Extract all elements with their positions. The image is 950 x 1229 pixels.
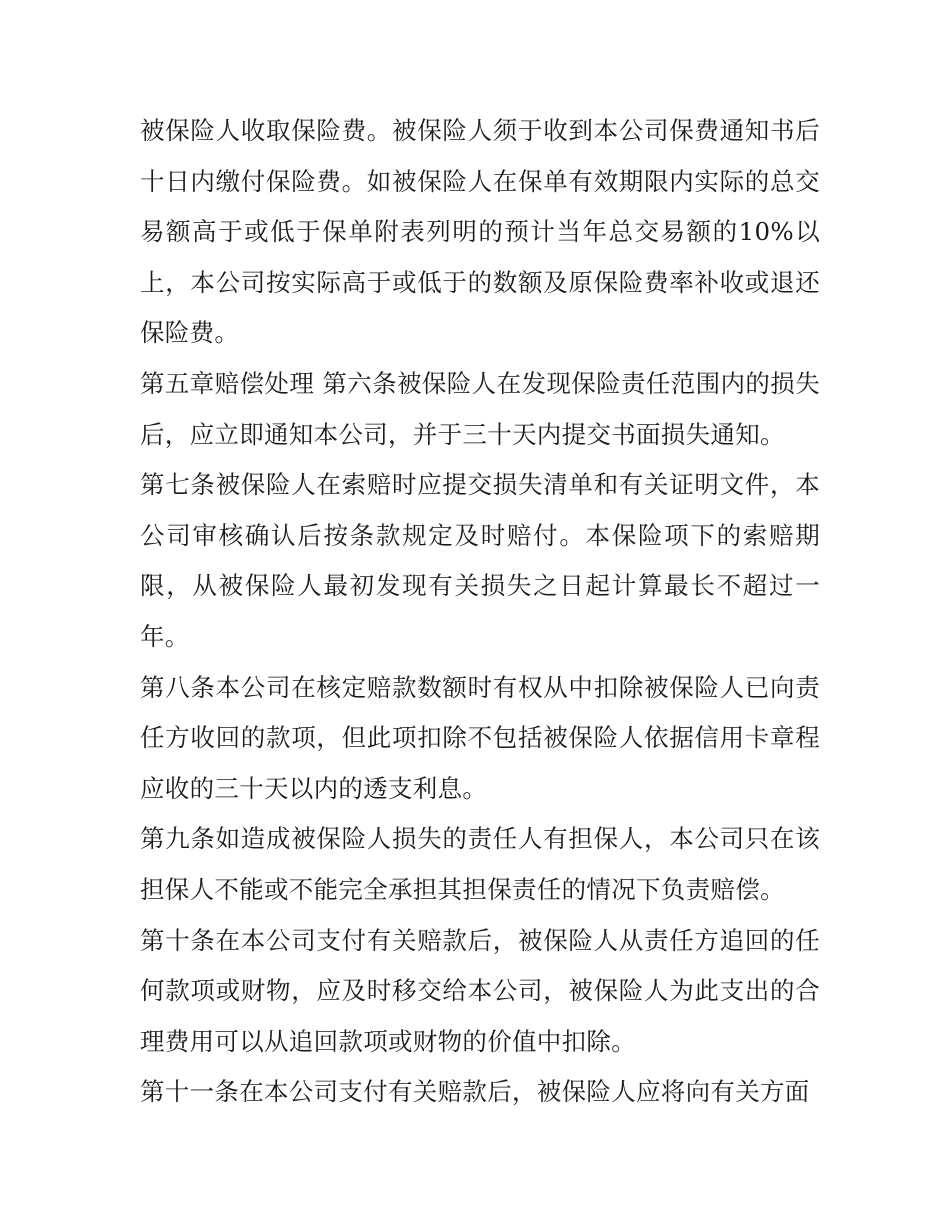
paragraph-article-seven: 第七条被保险人在索赔时应提交损失清单和有关证明文件，本公司审核确认后按条款规定及时赔付。本保险项下的索赔期限，从被保险人最初发现有关损失之日起计算最长不超过一年。 [140, 470, 820, 651]
paragraph-article-eight: 第八条本公司在核定赔款数额时有权从中扣除被保险人已向责任方收回的款项，但此项扣除不包括被保险人依据信用卡章程应收的三十天以内的透支利息。 [140, 672, 820, 803]
paragraph-article-ten: 第十条在本公司支付有关赔款后，被保险人从责任方追回的任何款项或财物，应及时移交给本公司，被保险人为此支出的合理费用可以从追回款项或财物的价值中扣除。 [140, 925, 820, 1056]
paragraph-article-nine: 第九条如造成被保险人损失的责任人有担保人，本公司只在该担保人不能或不能完全承担其担保责任的情况下负责赔偿。 [140, 824, 820, 904]
paragraph-chapter-five-article-six: 第五章赔偿处理 第六条被保险人在发现保险责任范围内的损失后，应立即通知本公司，并于三十天内提交书面损失通知。 [140, 368, 820, 449]
paragraph-article-eleven: 第十一条在本公司支付有关赔款后，被保险人应将向有关方面 [140, 1077, 810, 1107]
document-body [140, 106, 820, 1118]
paragraph-premium-payment: 被保险人收取保险费。被保险人须于收到本公司保费通知书后十日内缴付保险费。如被保险人在保单有效期限内实际的总交易额高于或低于保单附表列明的预计当年总交易额的10%以上，本公司按实际高于或低于的数额及原保险费率补收或退还保险费。 [140, 116, 820, 348]
